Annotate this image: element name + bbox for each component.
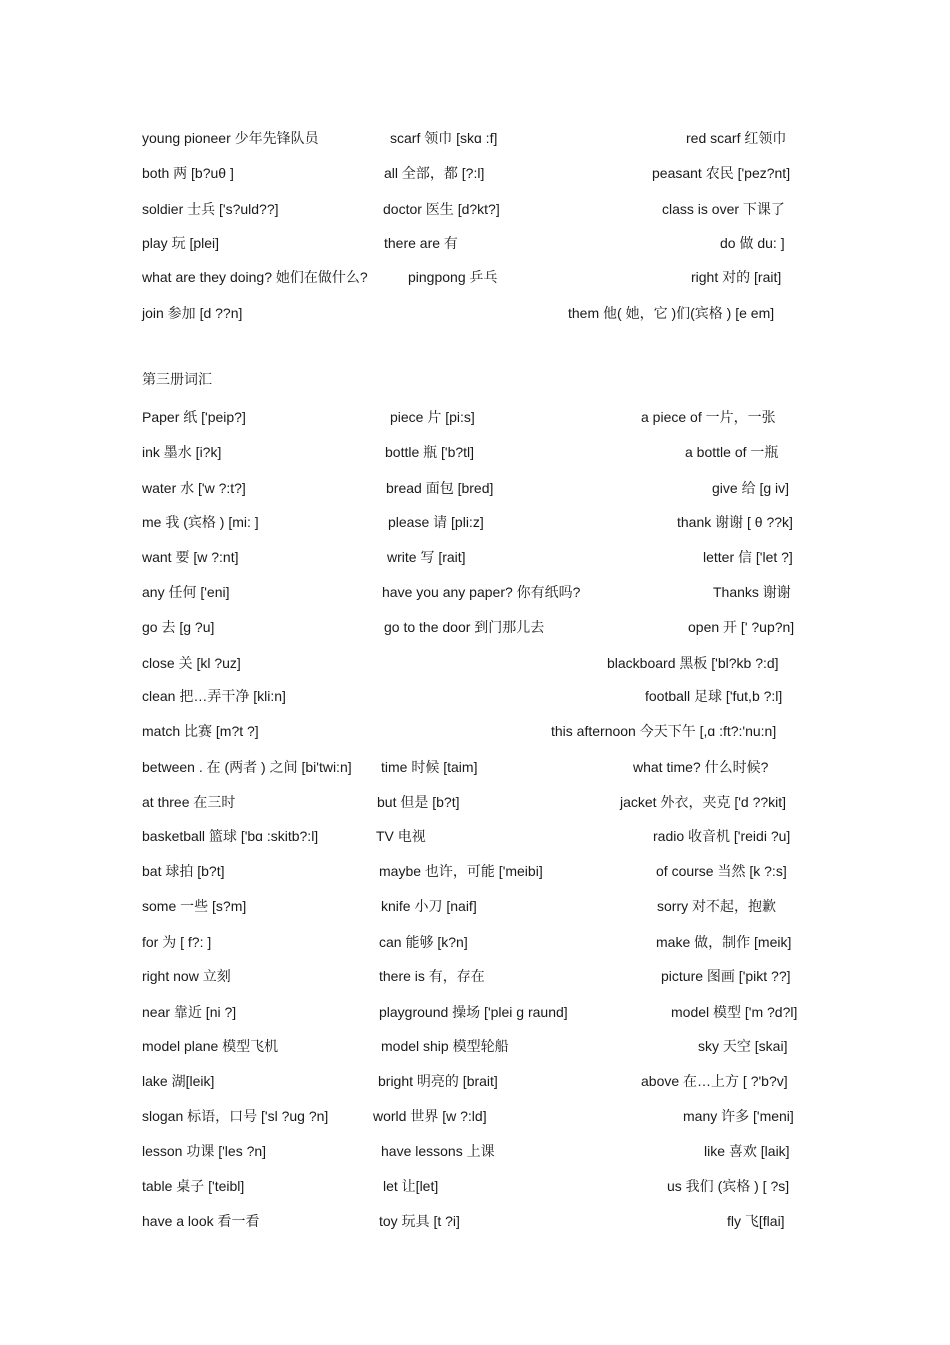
vocab-entry: lake 湖[leik] xyxy=(142,1073,215,1089)
vocab-entry: table 桌子 ['teibl] xyxy=(142,1178,245,1194)
vocab-entry: like 喜欢 [laik] xyxy=(704,1143,790,1159)
vocab-entry: all 全部，都 [?:l] xyxy=(384,165,485,181)
vocab-entry: picture 图画 ['pikt ??] xyxy=(661,968,791,984)
vocab-entry: bread 面包 [bred] xyxy=(386,480,494,496)
section-title: 第三册词汇 xyxy=(142,371,212,387)
vocab-entry: maybe 也许，可能 ['meibi] xyxy=(379,863,543,879)
vocab-entry: some 一些 [s?m] xyxy=(142,898,247,914)
vocab-entry: football 足球 ['fut,b ?:l] xyxy=(645,688,783,704)
vocab-entry: clean 把…弄干净 [kli:n] xyxy=(142,688,286,704)
vocab-entry: open 开 [' ?up?n] xyxy=(688,619,795,635)
vocab-entry: basketball 篮球 ['bɑ :skitb?:l] xyxy=(142,828,319,844)
vocab-entry: playground 操场 ['plei ɡ raund] xyxy=(379,1004,568,1020)
vocab-entry: give 给 [ɡ iv] xyxy=(712,480,790,496)
vocab-entry: write 写 [rait] xyxy=(387,549,466,565)
vocab-entry: this afternoon 今天下午 [,ɑ :ft?:'nu:n] xyxy=(551,723,777,739)
vocab-entry: there is 有，存在 xyxy=(379,968,485,984)
vocab-entry: radio 收音机 ['reidi ?u] xyxy=(653,828,791,844)
vocab-entry: me 我 (宾格 ) [mi: ] xyxy=(142,514,259,530)
vocab-entry: near 靠近 [ni ?] xyxy=(142,1004,237,1020)
vocab-entry: join 参加 [d ??n] xyxy=(142,305,243,321)
vocab-entry: red scarf 红领巾 xyxy=(686,130,787,146)
vocab-entry: there are 有 xyxy=(384,235,458,251)
vocab-entry: soldier 士兵 ['s?uld??] xyxy=(142,201,279,217)
vocab-entry: play 玩 [plei] xyxy=(142,235,220,251)
vocab-entry: a piece of 一片，一张 xyxy=(641,409,776,425)
vocab-entry: knife 小刀 [naif] xyxy=(381,898,477,914)
vocab-entry: class is over 下课了 xyxy=(662,201,785,217)
vocab-entry: doctor 医生 [d?kt?] xyxy=(383,201,500,217)
vocab-entry: them 他( 她，它 )们(宾格 ) [e em] xyxy=(568,305,775,321)
vocab-entry: us 我们 (宾格 ) [ ?s] xyxy=(667,1178,790,1194)
vocab-entry: fly 飞[flai] xyxy=(727,1213,785,1229)
vocab-entry: make 做，制作 [meik] xyxy=(656,934,792,950)
vocab-entry: world 世界 [w ?:ld] xyxy=(373,1108,487,1124)
vocab-entry: match 比赛 [m?t ?] xyxy=(142,723,259,739)
vocab-entry: what time? 什么时候? xyxy=(633,759,769,775)
vocab-entry: model ship 模型轮船 xyxy=(381,1038,509,1054)
vocab-entry: but 但是 [b?t] xyxy=(377,794,460,810)
vocab-entry: blackboard 黑板 ['bl?kb ?:d] xyxy=(607,655,779,671)
vocab-entry: Paper 纸 ['peip?] xyxy=(142,409,246,425)
vocab-entry: do 做 du: ] xyxy=(720,235,785,251)
vocab-entry: slogan 标语，口号 ['sl ?uɡ ?n] xyxy=(142,1108,329,1124)
vocab-entry: pingpong 乒乓 xyxy=(408,269,498,285)
vocab-entry: what are they doing? 她们在做什么? xyxy=(142,269,368,285)
vocab-entry: toy 玩具 [t ?i] xyxy=(379,1213,460,1229)
vocab-entry: time 时候 [taim] xyxy=(381,759,478,775)
vocab-entry: piece 片 [pi:s] xyxy=(390,409,475,425)
vocab-entry: right 对的 [rait] xyxy=(691,269,782,285)
vocab-entry: letter 信 ['let ?] xyxy=(703,549,793,565)
vocab-entry: many 许多 ['meni] xyxy=(683,1108,794,1124)
vocab-entry: bat 球拍 [b?t] xyxy=(142,863,225,879)
vocab-entry: jacket 外衣，夹克 ['d ??kit] xyxy=(620,794,787,810)
vocab-entry: model 模型 ['m ?d?l] xyxy=(671,1004,798,1020)
vocab-entry: a bottle of 一瓶 xyxy=(685,444,779,460)
vocab-entry: have lessons 上课 xyxy=(381,1143,495,1159)
vocab-entry: ink 墨水 [i?k] xyxy=(142,444,222,460)
vocab-entry: please 请 [pli:z] xyxy=(388,514,484,530)
vocab-entry: lesson 功课 ['les ?n] xyxy=(142,1143,267,1159)
vocab-entry: Thanks 谢谢 xyxy=(713,584,791,600)
vocab-entry: peasant 农民 ['pez?nt] xyxy=(652,165,791,181)
vocab-entry: right now 立刻 xyxy=(142,968,231,984)
vocab-entry: scarf 领巾 [skɑ :f] xyxy=(390,130,498,146)
vocab-entry: sky 天空 [skai] xyxy=(698,1038,788,1054)
vocab-entry: both 两 [b?uθ ] xyxy=(142,165,234,181)
vocab-entry: have a look 看一看 xyxy=(142,1213,260,1229)
vocab-entry: sorry 对不起，抱歉 xyxy=(657,898,776,914)
vocab-entry: TV 电视 xyxy=(376,828,426,844)
vocab-entry: for 为 [ f?: ] xyxy=(142,934,212,950)
vocab-entry: between . 在 (两者 ) 之间 [bi'twi:n] xyxy=(142,759,352,775)
vocab-entry: model plane 模型飞机 xyxy=(142,1038,279,1054)
vocab-entry: want 要 [w ?:nt] xyxy=(142,549,239,565)
vocab-entry: young pioneer 少年先锋队员 xyxy=(142,130,319,146)
vocab-entry: any 任何 ['eni] xyxy=(142,584,230,600)
vocab-entry: go to the door 到门那儿去 xyxy=(384,619,545,635)
vocab-entry: close 关 [kl ?uz] xyxy=(142,655,241,671)
vocab-entry: at three 在三时 xyxy=(142,794,236,810)
vocab-entry: thank 谢谢 [ θ ??k] xyxy=(677,514,793,530)
vocab-entry: can 能够 [k?n] xyxy=(379,934,468,950)
vocab-entry: go 去 [ɡ ?u] xyxy=(142,619,215,635)
vocab-entry: bright 明亮的 [brait] xyxy=(378,1073,498,1089)
vocab-entry: let 让[let] xyxy=(383,1178,439,1194)
vocab-entry: of course 当然 [k ?:s] xyxy=(656,863,787,879)
vocab-entry: have you any paper? 你有纸吗? xyxy=(382,584,581,600)
vocab-entry: water 水 ['w ?:t?] xyxy=(142,480,246,496)
vocab-entry: bottle 瓶 ['b?tl] xyxy=(385,444,475,460)
vocab-entry: above 在…上方 [ ?'b?v] xyxy=(641,1073,788,1089)
